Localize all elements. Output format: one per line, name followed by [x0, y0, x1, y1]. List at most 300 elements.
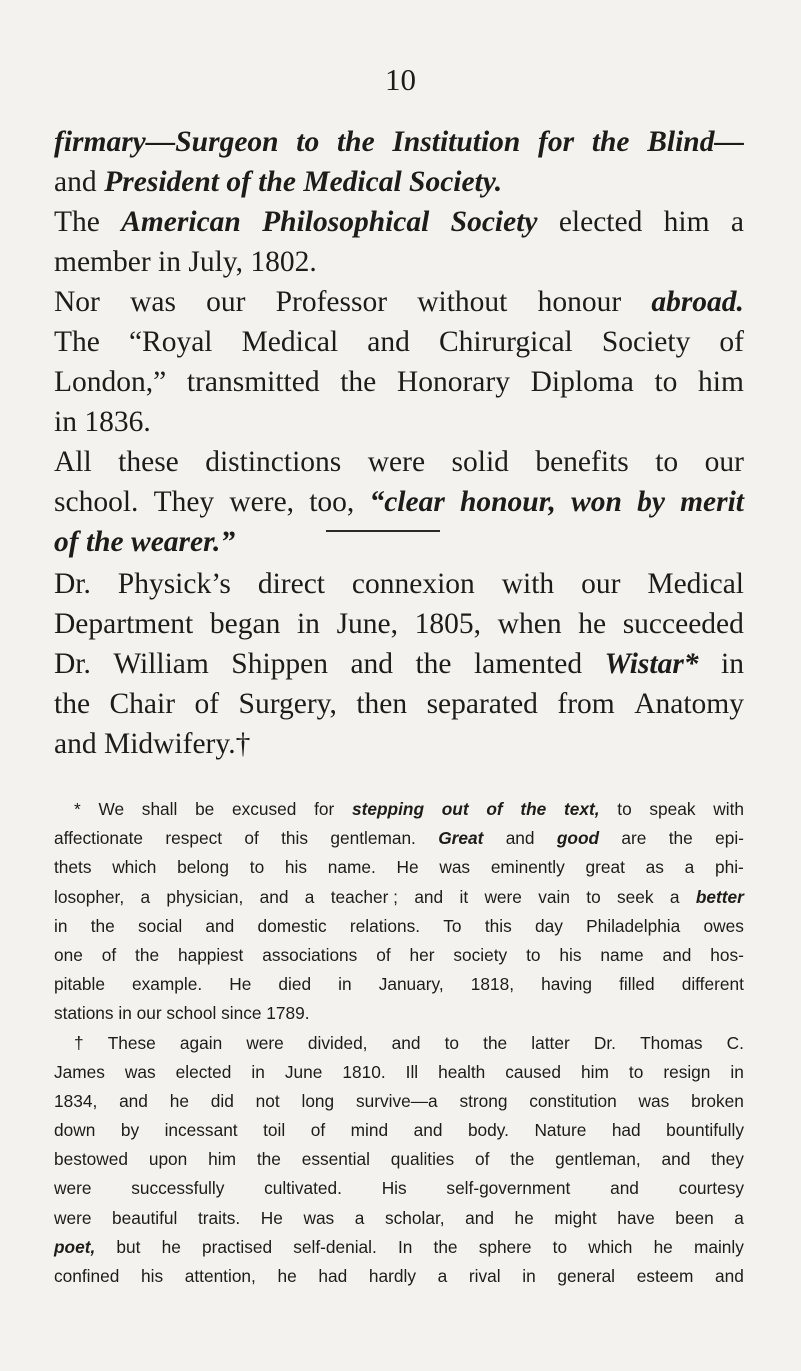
text-line	[54, 1233, 744, 1262]
word: lamented	[473, 648, 583, 680]
word: happiest	[177, 944, 244, 965]
word: abroad.	[651, 286, 744, 318]
word: in	[522, 1266, 536, 1286]
word: The	[54, 326, 100, 358]
word: and Midwifery.†	[54, 728, 251, 760]
word: his	[141, 1266, 164, 1286]
word: the	[483, 1032, 508, 1053]
word: distinctions	[205, 446, 342, 478]
word: to	[249, 857, 265, 878]
word: caused	[505, 1061, 561, 1082]
word: Professor	[275, 286, 388, 318]
word: have	[617, 1207, 655, 1228]
word: in	[54, 915, 68, 936]
word: name.	[327, 857, 376, 878]
word: better	[695, 886, 744, 907]
word: thets	[54, 857, 92, 878]
word: upon	[148, 1149, 188, 1170]
word: began	[209, 608, 281, 640]
word: Blind—	[647, 126, 744, 158]
word: Institution	[392, 126, 521, 158]
word: the	[668, 828, 693, 849]
word: a	[437, 1266, 448, 1286]
word: these	[118, 446, 179, 478]
word: Society	[601, 326, 691, 358]
word: the	[520, 799, 547, 819]
text-line	[54, 402, 744, 442]
word: esteem	[636, 1266, 694, 1286]
word: he	[578, 608, 607, 640]
word: having	[541, 974, 593, 995]
word: “clear	[369, 486, 445, 518]
word: Surgery,	[238, 688, 337, 720]
word: physician,	[166, 886, 244, 907]
word: were	[367, 446, 426, 478]
word: again	[179, 1032, 223, 1053]
word: connexion	[351, 568, 475, 600]
word: he	[514, 1207, 534, 1228]
word: to	[296, 126, 320, 158]
word: benefits	[535, 446, 629, 478]
word: to	[628, 1061, 644, 1082]
word: They	[153, 486, 215, 518]
word: but	[116, 1236, 141, 1257]
word: had	[611, 1120, 641, 1141]
word: with	[501, 568, 555, 600]
word: great	[585, 857, 625, 878]
word: society	[453, 944, 508, 965]
word: to	[526, 944, 541, 965]
word: name	[600, 944, 644, 965]
word: with	[713, 799, 744, 819]
word: a	[734, 1207, 744, 1228]
word: the	[90, 915, 115, 936]
word: associations	[262, 944, 358, 965]
word: These	[107, 1032, 156, 1053]
word: bountifully	[666, 1120, 744, 1141]
word: the	[336, 126, 375, 158]
word: they	[711, 1149, 744, 1170]
word: too,	[309, 486, 355, 518]
word: Philadelphia	[586, 915, 681, 936]
word: in	[251, 1061, 265, 1082]
word: essential	[301, 1149, 370, 1170]
word: Chair	[109, 688, 176, 720]
word: self-denial.	[293, 1236, 377, 1257]
word: relations.	[349, 915, 421, 936]
word: him	[208, 1149, 236, 1170]
text-line	[54, 883, 744, 912]
word: qualities	[390, 1149, 455, 1170]
word: school.	[54, 486, 139, 518]
text-line	[54, 1058, 744, 1087]
word: by	[120, 1120, 140, 1141]
word: and	[414, 886, 444, 907]
word: William	[113, 648, 209, 680]
word: teacher ;	[330, 886, 398, 907]
word: confined	[54, 1266, 120, 1286]
word: and	[505, 828, 535, 849]
text-line	[54, 795, 744, 824]
word: stepping	[352, 799, 425, 819]
word: to	[617, 799, 632, 819]
word: resign	[663, 1061, 711, 1082]
word: Thomas	[640, 1032, 703, 1053]
word: health	[438, 1061, 486, 1082]
word: were	[54, 1207, 92, 1228]
word: constitution	[529, 1090, 617, 1111]
word: poet,	[54, 1236, 96, 1257]
word: Great	[438, 828, 484, 849]
word: a	[304, 886, 315, 907]
word: hardly	[368, 1266, 416, 1286]
word: †	[74, 1032, 84, 1053]
word: to	[586, 886, 601, 907]
text-line	[54, 202, 744, 242]
word: Chirurgical	[438, 326, 573, 358]
word: seek	[617, 886, 654, 907]
word: losopher,	[54, 886, 125, 907]
word: He	[229, 974, 252, 995]
word: direct	[257, 568, 325, 600]
word: We	[98, 799, 125, 819]
word: vain	[538, 886, 570, 907]
word: mind	[350, 1120, 389, 1141]
word: *	[74, 799, 81, 819]
word: Dr.	[54, 568, 91, 600]
word: Dr.	[54, 648, 91, 680]
word: Wistar*	[604, 648, 699, 680]
word: the	[510, 1149, 535, 1170]
word: January,	[378, 974, 444, 995]
word: separated	[426, 688, 538, 720]
word: excused	[232, 799, 297, 819]
word: of	[194, 688, 220, 720]
text-line	[54, 522, 744, 562]
text-line	[54, 824, 744, 853]
word: he	[161, 1236, 181, 1257]
word: strong	[459, 1090, 508, 1111]
word: for	[314, 799, 335, 819]
word: transmitted	[186, 366, 320, 398]
word: filled	[619, 974, 655, 995]
word: and	[54, 166, 97, 198]
word: and	[610, 1178, 639, 1199]
word: in	[296, 608, 320, 640]
text-line	[54, 282, 744, 322]
word: and	[661, 1149, 691, 1170]
text-line	[54, 644, 744, 684]
word: of	[244, 828, 259, 849]
word: day	[534, 915, 563, 936]
word: elected	[558, 206, 643, 238]
word: was	[130, 286, 176, 318]
word: good	[556, 828, 600, 849]
word: shall	[141, 799, 178, 819]
word: and	[391, 1032, 421, 1053]
word: C.	[726, 1032, 744, 1053]
word: “Royal	[128, 326, 213, 358]
word: affectionate	[54, 828, 144, 849]
word: died	[278, 974, 312, 995]
word: out	[441, 799, 469, 819]
word: body.	[467, 1120, 509, 1141]
word: traits.	[197, 1207, 241, 1228]
word: from	[557, 688, 615, 720]
word: firmary—Surgeon	[54, 126, 279, 158]
word: of the wearer.”	[54, 526, 236, 558]
word: succeeded	[622, 608, 744, 640]
word: Ill	[405, 1061, 419, 1082]
word: to	[444, 1032, 460, 1053]
word: his	[559, 944, 582, 965]
word: and	[367, 326, 410, 358]
word: Society	[450, 206, 538, 238]
word: and	[662, 944, 692, 965]
word: incessant	[164, 1120, 238, 1141]
word: be	[195, 799, 215, 819]
text-line	[54, 1116, 744, 1145]
word: down	[54, 1120, 96, 1141]
text-line	[54, 1174, 744, 1203]
word: not	[255, 1090, 280, 1111]
word: cultivated.	[264, 1178, 342, 1199]
word: hos-	[710, 944, 744, 965]
word: pitable	[54, 974, 105, 995]
word: Department	[54, 608, 194, 640]
word: phi-	[715, 857, 744, 878]
word: the	[340, 366, 377, 398]
word: successfully	[131, 1178, 225, 1199]
word: a	[669, 886, 680, 907]
word: stations in our school since 1789.	[54, 1003, 310, 1024]
word: been	[675, 1207, 714, 1228]
word: him	[581, 1061, 609, 1082]
word: as	[645, 857, 664, 878]
word: one	[54, 944, 83, 965]
word: and	[465, 1207, 494, 1228]
word: him	[663, 206, 710, 238]
word: He	[396, 857, 419, 878]
word: In	[397, 1236, 413, 1257]
word: and	[259, 886, 289, 907]
word: owes	[703, 915, 744, 936]
word: To	[443, 915, 462, 936]
word: Shippen	[231, 648, 328, 680]
word: might	[554, 1207, 597, 1228]
word: All	[54, 446, 92, 478]
word: Diploma	[530, 366, 634, 398]
word: general	[557, 1266, 616, 1286]
word: a	[684, 857, 695, 878]
word: in 1836.	[54, 406, 151, 438]
word: example.	[132, 974, 203, 995]
word: American	[121, 206, 241, 238]
word: The	[54, 206, 100, 238]
word: for	[538, 126, 575, 158]
word: he	[169, 1090, 189, 1111]
text-line	[54, 1145, 744, 1174]
word: Dr.	[593, 1032, 616, 1053]
section-paragraph	[54, 564, 744, 764]
word: long	[301, 1090, 335, 1111]
text-line	[54, 684, 744, 724]
word: Honorary	[396, 366, 510, 398]
text-line	[54, 604, 744, 644]
word: 1810.	[342, 1061, 386, 1082]
word: June,	[336, 608, 399, 640]
word: text,	[564, 799, 600, 819]
word: He	[260, 1207, 283, 1228]
word: won	[571, 486, 622, 518]
text-line	[54, 1204, 744, 1233]
word: and	[350, 648, 394, 680]
word: London,”	[54, 366, 167, 398]
word: our	[206, 286, 246, 318]
word: then	[356, 688, 408, 720]
word: a	[730, 206, 744, 238]
text-line	[54, 1029, 744, 1058]
word: solid	[451, 446, 509, 478]
word: by	[637, 486, 665, 518]
word: latter	[531, 1032, 570, 1053]
word: Philosophical	[262, 206, 430, 238]
text-line	[54, 853, 744, 882]
word: and	[119, 1090, 148, 1111]
word: were	[246, 1032, 284, 1053]
word: when	[497, 608, 562, 640]
word: of	[101, 944, 117, 965]
word: the	[54, 688, 91, 720]
word: social	[137, 915, 183, 936]
word: June	[284, 1061, 323, 1082]
word: and	[205, 915, 235, 936]
word: belong	[177, 857, 230, 878]
word: he	[653, 1236, 673, 1257]
continuation-paragraphs	[54, 122, 744, 562]
word: to	[552, 1236, 568, 1257]
word: President of the Medical Society.	[104, 166, 503, 198]
text-line	[54, 482, 744, 522]
word: our	[581, 568, 621, 600]
word: courtesy	[678, 1178, 744, 1199]
word: he	[277, 1266, 297, 1286]
text-line	[54, 162, 744, 202]
text-line	[54, 322, 744, 362]
word: a	[354, 1207, 365, 1228]
word: of	[486, 799, 503, 819]
word: this	[281, 828, 309, 849]
word: was	[638, 1090, 670, 1111]
word: which	[588, 1236, 633, 1257]
word: sphere	[478, 1236, 532, 1257]
word: eminently	[490, 857, 565, 878]
word: which	[112, 857, 157, 878]
word: member in July, 1802.	[54, 246, 317, 278]
text-line	[54, 970, 744, 999]
word: her	[409, 944, 435, 965]
word: toil	[263, 1120, 286, 1141]
text-line	[54, 1262, 744, 1291]
text-line	[54, 442, 744, 482]
word: of	[719, 326, 744, 358]
word: and	[715, 1266, 744, 1286]
text-line	[54, 362, 744, 402]
word: to	[655, 446, 679, 478]
word: gentleman.	[330, 828, 416, 849]
word: broken	[691, 1090, 744, 1111]
word: our	[704, 446, 744, 478]
word: of	[376, 944, 391, 965]
word: Anatomy	[634, 688, 744, 720]
word: 1805,	[414, 608, 482, 640]
word: merit	[680, 486, 744, 518]
word: Nature	[534, 1120, 587, 1141]
word: in	[338, 974, 352, 995]
word: honour,	[459, 486, 556, 518]
page-number: 10	[385, 62, 416, 97]
word: beautiful	[112, 1207, 178, 1228]
word: divided,	[307, 1032, 368, 1053]
word: to	[654, 366, 678, 398]
word: rival	[468, 1266, 501, 1286]
word: attention,	[184, 1266, 256, 1286]
word: practised	[201, 1236, 273, 1257]
word: Medical	[647, 568, 744, 600]
text-line	[54, 242, 744, 282]
word: Physick’s	[117, 568, 231, 600]
footnotes	[54, 795, 744, 1291]
word: speak	[649, 799, 696, 819]
text-line	[54, 122, 744, 162]
word: 1818,	[470, 974, 515, 995]
text-line	[54, 941, 744, 970]
word: without	[417, 286, 508, 318]
word: James	[54, 1061, 105, 1082]
word: 1834,	[54, 1090, 98, 1111]
text-line	[54, 564, 744, 604]
word: bestowed	[54, 1149, 128, 1170]
word: the	[135, 944, 160, 965]
text-line	[54, 999, 744, 1028]
word: the	[591, 126, 630, 158]
word: it	[459, 886, 469, 907]
word: him	[698, 366, 744, 398]
section-divider	[326, 530, 440, 532]
word: honour	[537, 286, 622, 318]
word: was	[439, 857, 471, 878]
word: the	[256, 1149, 281, 1170]
word: the	[415, 648, 452, 680]
word: His	[381, 1178, 407, 1199]
text-line	[54, 724, 744, 764]
word: epi-	[715, 828, 744, 849]
text-line	[54, 1087, 744, 1116]
word: were	[54, 1178, 92, 1199]
word: self-government	[446, 1178, 571, 1199]
word: was	[303, 1207, 335, 1228]
word: the	[433, 1236, 458, 1257]
word: was	[124, 1061, 156, 1082]
word: were	[484, 886, 522, 907]
word: survive—a	[355, 1090, 438, 1111]
word: domestic	[257, 915, 327, 936]
word: a	[140, 886, 151, 907]
word: elected	[175, 1061, 232, 1082]
word: in	[721, 648, 744, 680]
word: Nor	[54, 286, 100, 318]
word: different	[681, 974, 744, 995]
